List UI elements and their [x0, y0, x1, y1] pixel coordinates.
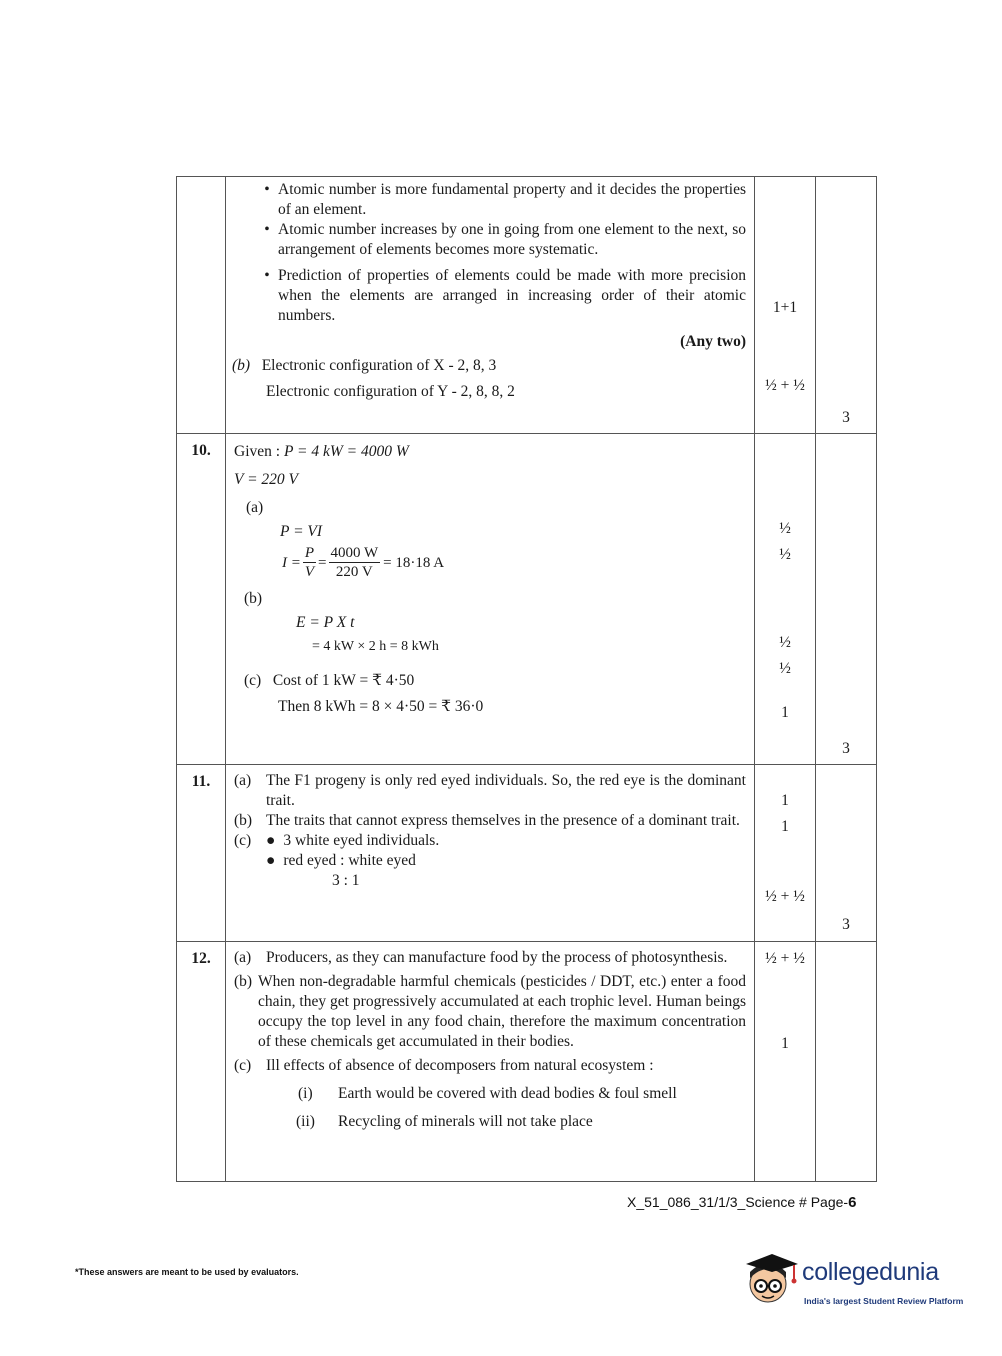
marks-cell: 1+1 ½ + ½	[755, 177, 816, 434]
question-number-cell	[177, 177, 226, 434]
total-marks-cell: 3	[816, 434, 877, 765]
collegedunia-logo	[742, 1250, 972, 1320]
logo-tagline: India's largest Student Review Platform	[804, 1296, 964, 1306]
part-c-bullet: ● red eyed : white eyed	[266, 852, 416, 869]
given-voltage: V = 220 V	[234, 471, 298, 488]
marks-cell: ½ ½ ½ ½ 1	[755, 434, 816, 765]
part-c-i: (i) Earth would be covered with dead bodies & foul smell	[298, 1085, 677, 1102]
question-number-cell: 12.	[177, 942, 226, 1182]
part-a-label: (a)	[246, 499, 264, 516]
question-row-10	[177, 434, 877, 765]
answer-bullet: • Prediction of properties of elements could be made with more precision when the elements are arranged in increasing order of their atomic numbers.	[264, 267, 746, 324]
part-b: (b) When non-degradable harmful chemicals (pesticides / DDT, etc.) enter a food chain, they get progressively accumulated at each trophic level. Human beings occupy the top level in any food chain, therefore the maximum concentration of these chemicals get accumulated in their bodies.	[234, 973, 746, 1050]
question-row-11	[177, 765, 877, 942]
mascot-icon	[742, 1250, 802, 1320]
marks-cell: 1 1 ½ + ½	[755, 765, 816, 942]
question-row-9	[177, 177, 877, 434]
current-calculation: I = $\frac{P}{V}$ = $\frac{4000 W}{220 V}$ = 18·18 A	[282, 545, 445, 580]
ratio: 3 : 1	[332, 872, 360, 889]
answer-cell	[226, 765, 755, 942]
page-code: X_51_086_31/1/3_Science # Page-6	[627, 1194, 857, 1211]
total-marks-cell	[816, 942, 877, 1182]
energy-formula: E = P X t	[296, 614, 355, 631]
part-a: (a) Producers, as they can manufacture food by the process of photosynthesis.	[234, 949, 728, 966]
part-c-ii: (ii) Recycling of minerals will not take place	[296, 1113, 593, 1130]
logo-name: collegedunia	[802, 1258, 939, 1286]
power-formula: P = VI	[280, 523, 323, 540]
marking-scheme-table	[176, 176, 877, 1182]
part-c: (c) Cost of 1 kW = ₹ 4·50	[244, 672, 415, 689]
energy-calculation: = 4 kW × 2 h = 8 kWh	[312, 639, 439, 654]
total-marks-cell: 3	[816, 765, 877, 942]
given-line: Given : P = 4 kW = 4000 W	[234, 443, 409, 460]
part-c: (c) Ill effects of absence of decomposers from natural ecosystem :	[234, 1057, 654, 1074]
part-b-line2: Electronic configuration of Y - 2, 8, 8, 2	[266, 383, 515, 400]
evaluator-note: *These answers are meant to be used by evaluators.	[75, 1267, 299, 1277]
answer-bullet: • Atomic number is more fundamental property and it decides the properties of an element.	[264, 181, 746, 218]
question-number-cell: 11.	[177, 765, 226, 942]
part-c-line2: Then 8 kWh = 8 × 4·50 = ₹ 36·0	[278, 698, 484, 715]
part-c: (c) ● 3 white eyed individuals.	[234, 832, 440, 849]
answer-cell	[226, 942, 755, 1182]
answer-cell	[226, 177, 755, 434]
part-b: (b) The traits that cannot express themselves in the presence of a dominant trait.	[234, 812, 740, 829]
part-a: (a) The F1 progeny is only red eyed individuals. So, the red eye is the dominant trait.	[234, 772, 746, 809]
any-two-note: (Any two)	[680, 333, 746, 350]
question-row-12	[177, 942, 877, 1182]
answer-cell	[226, 434, 755, 765]
question-number-cell: 10.	[177, 434, 226, 765]
answer-bullet: • Atomic number increases by one in going from one element to the next, so arrangement of elements becomes more systematic.	[264, 221, 746, 258]
part-b: (b) Electronic configuration of X - 2, 8, 3	[232, 357, 497, 374]
part-b-label: (b)	[244, 590, 263, 607]
marks-cell: ½ + ½ 1	[755, 942, 816, 1182]
total-marks-cell: 3	[816, 177, 877, 434]
